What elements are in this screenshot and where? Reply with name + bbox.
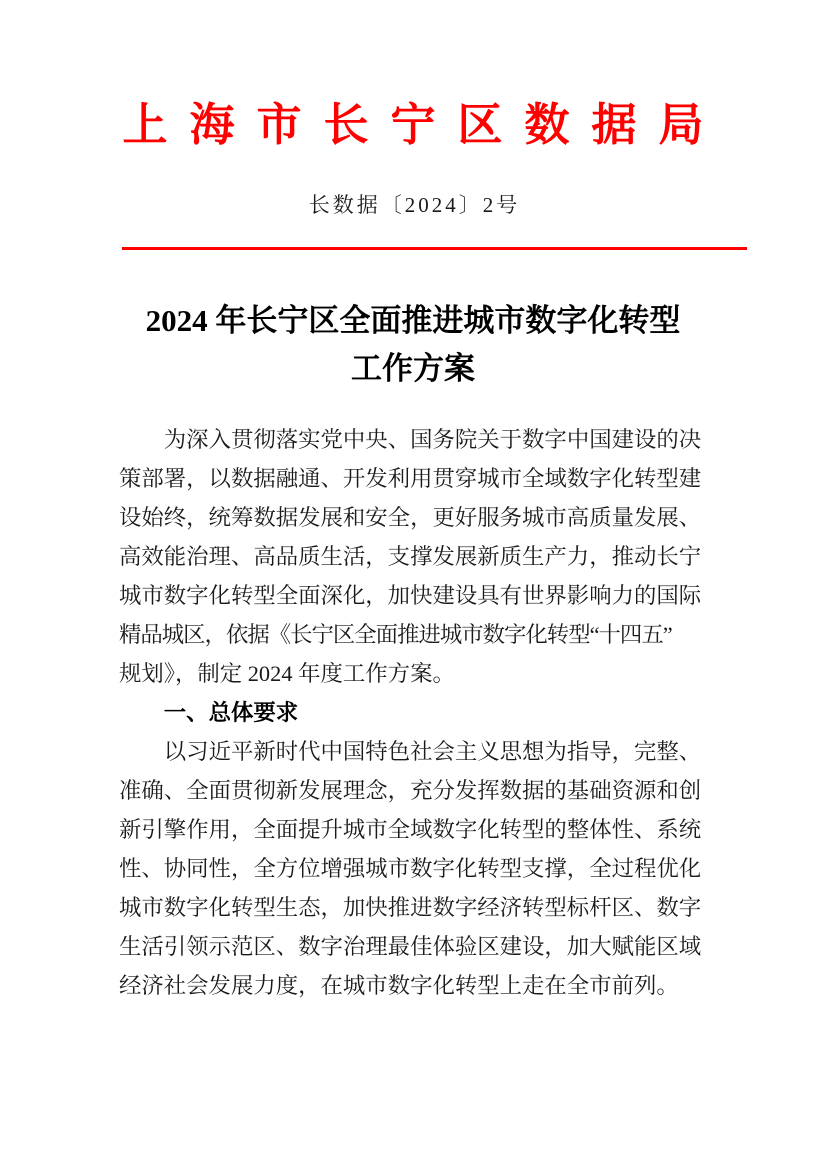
paragraph2-line: 生活引领示范区、数字治理最佳体验区建设，加大赋能区域 bbox=[119, 934, 702, 959]
paragraph2-line: 城市数字化转型生态，加快推进数字经济转型标杆区、数字 bbox=[119, 895, 702, 920]
paragraph1-line: 精品城区，依据《长宁区全面推进城市数字化转型“十四五” bbox=[119, 622, 672, 647]
doc-number: 长数据〔2024〕2号 bbox=[308, 193, 521, 217]
paragraph1-line: 规划》，制定 2024 年度工作方案。 bbox=[119, 661, 455, 686]
section1-heading: 一、总体要求 bbox=[163, 700, 299, 725]
paragraph1-line: 策部署，以数据融通、开发利用贯穿城市全域数字化转型建 bbox=[119, 466, 702, 491]
paragraph2-line: 经济社会发展力度，在城市数字化转型上走在全市前列。 bbox=[119, 973, 679, 998]
paragraph1-line: 为深入贯彻落实党中央、国务院关于数字中国建设的决 bbox=[163, 427, 702, 452]
paragraph2-line: 性、协同性，全方位增强城市数字化转型支撑，全过程优化 bbox=[119, 856, 702, 881]
paragraph1-line: 设始终，统筹数据发展和安全，更好服务城市高质量发展、 bbox=[119, 505, 702, 530]
doc-title bbox=[0, 297, 826, 393]
paragraph2-line: 以习近平新时代中国特色社会主义思想为指导，完整、 bbox=[163, 739, 702, 764]
red-divider-line bbox=[122, 247, 747, 250]
paragraph2-line: 新引擎作用，全面提升城市全域数字化转型的整体性、系统 bbox=[119, 817, 702, 842]
paragraph1-line: 高效能治理、高品质生活，支撑发展新质生产力，推动长宁 bbox=[119, 544, 702, 569]
doc-title-line2: 工作方案 bbox=[351, 351, 475, 386]
paragraph1-line: 城市数字化转型全面深化，加快建设具有世界影响力的国际 bbox=[119, 583, 702, 608]
paragraph2-line: 准确、全面贯彻新发展理念，充分发挥数据的基础资源和创 bbox=[119, 778, 702, 803]
document-body bbox=[119, 420, 709, 1005]
agency-name: 上海市长宁区数据局 bbox=[122, 100, 726, 150]
doc-title-line1: 2024 年长宁区全面推进城市数字化转型 bbox=[145, 303, 681, 338]
